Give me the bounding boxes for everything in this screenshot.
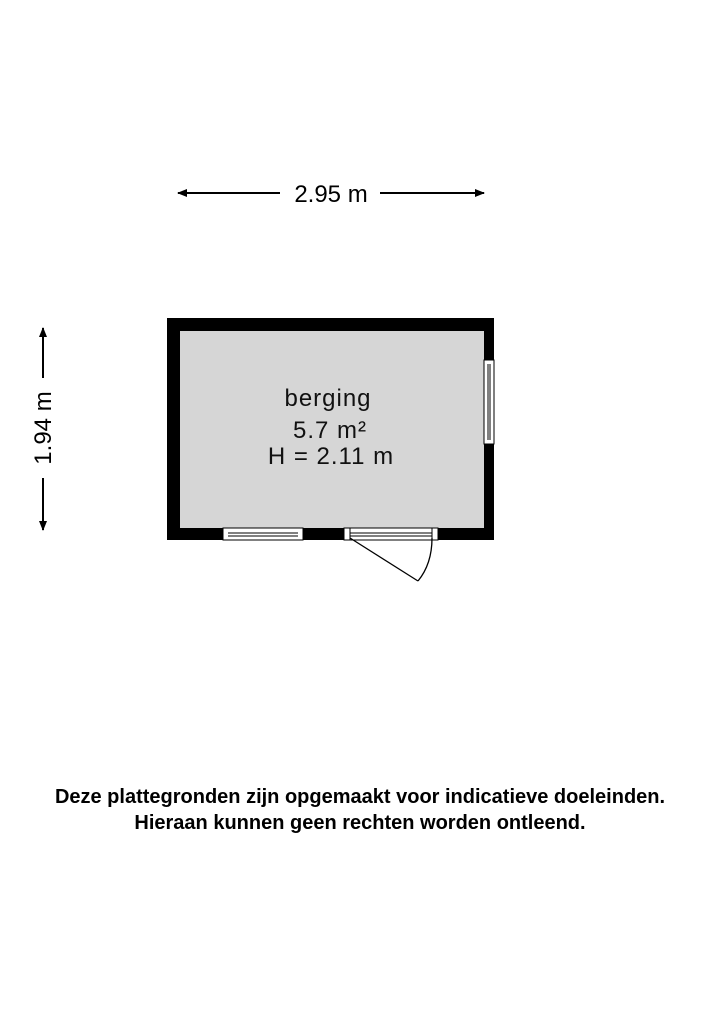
door-swing-arc xyxy=(418,538,432,581)
depth-dimension-label: 1.94 m xyxy=(30,391,57,465)
width-dimension xyxy=(178,181,484,208)
door-bottom xyxy=(344,528,438,581)
window-right xyxy=(484,360,494,444)
window-bottom xyxy=(223,528,303,540)
disclaimer-line-2: Hieraan kunnen geen rechten worden ontleend. xyxy=(134,812,586,834)
room-height: H = 2.11 m xyxy=(267,443,395,470)
disclaimer-line-1: Deze plattegronden zijn opgemaakt voor indicatieve doeleinden. xyxy=(54,786,666,808)
door-leaf xyxy=(350,538,418,581)
room-area: 5.7 m² xyxy=(292,417,368,444)
room-berging xyxy=(167,318,494,581)
depth-dimension xyxy=(30,328,57,530)
width-dimension-label: 2.95 m xyxy=(294,181,368,208)
room-name: berging xyxy=(284,385,372,412)
